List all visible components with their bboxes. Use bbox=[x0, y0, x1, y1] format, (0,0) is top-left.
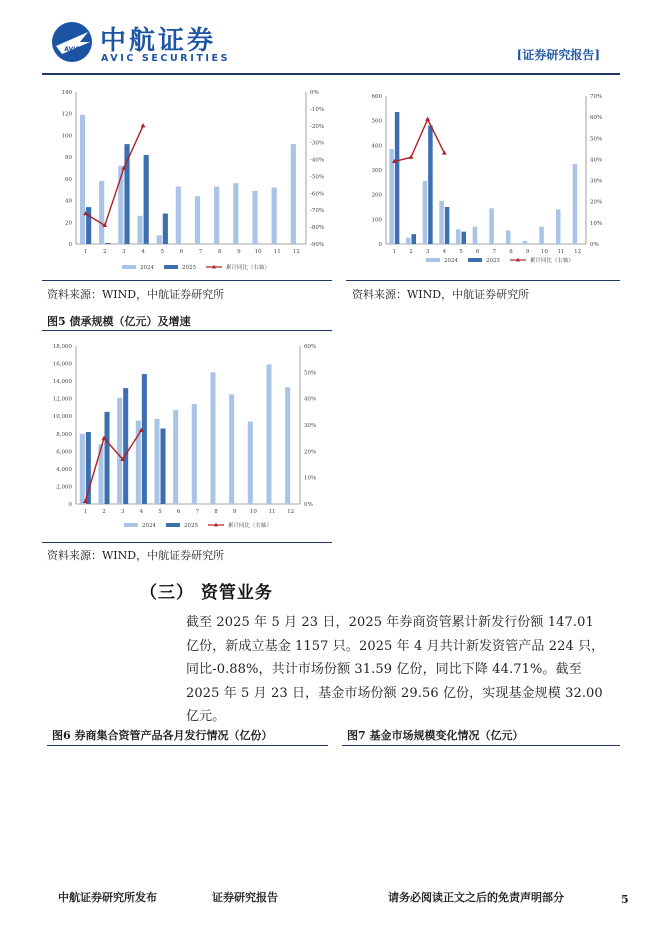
bar-2024 bbox=[157, 235, 162, 244]
left-tick-label: 16,000 bbox=[52, 361, 72, 368]
bar-2025 bbox=[428, 126, 433, 244]
x-tick-label: 3 bbox=[122, 249, 126, 255]
left-tick-label: 12,000 bbox=[52, 396, 72, 403]
right-tick-label: 20% bbox=[304, 449, 317, 456]
left-tick-label: 300 bbox=[371, 168, 382, 174]
x-tick-label: 4 bbox=[141, 249, 145, 255]
right-tick-label: -10% bbox=[310, 106, 325, 113]
x-tick-label: 8 bbox=[509, 249, 513, 255]
bar-2024 bbox=[439, 201, 444, 244]
legend-label-2025: 2025 bbox=[486, 258, 500, 264]
bar-2024 bbox=[406, 238, 411, 244]
x-tick-label: 2 bbox=[103, 249, 107, 255]
bar-2024 bbox=[266, 364, 271, 504]
bar-2024 bbox=[489, 208, 494, 244]
x-tick-label: 5 bbox=[459, 249, 463, 255]
bar-2025 bbox=[445, 207, 450, 244]
right-tick-label: -40% bbox=[310, 157, 325, 164]
left-tick-label: 14,000 bbox=[52, 379, 72, 386]
bar-2024 bbox=[154, 419, 159, 504]
footer-disclaimer: 请务必阅读正文之后的免责声明部分 bbox=[388, 891, 564, 904]
right-tick-label: -60% bbox=[310, 191, 325, 198]
legend-label-yoy: 累计同比（右轴） bbox=[228, 523, 273, 529]
bar-2024 bbox=[80, 434, 85, 504]
left-tick-label: 0 bbox=[68, 242, 72, 248]
footer-page-number: 5 bbox=[621, 893, 629, 906]
right-tick-label: 0% bbox=[304, 502, 313, 508]
legend-label-2024: 2024 bbox=[140, 265, 154, 271]
legend-swatch-2025 bbox=[468, 258, 482, 262]
right-tick-label: -90% bbox=[310, 242, 325, 248]
x-tick-label: 12 bbox=[287, 509, 295, 515]
figure-5-caption: 图5 债承规模（亿元）及增速 bbox=[47, 315, 191, 328]
bar-2024 bbox=[423, 181, 428, 244]
chart-b bbox=[346, 80, 620, 276]
figure-5-top-rule bbox=[42, 330, 332, 331]
x-tick-label: 5 bbox=[158, 509, 162, 515]
right-tick-label: 30% bbox=[304, 423, 317, 429]
x-tick-label: 3 bbox=[425, 249, 430, 255]
chart-c-source: 资料来源：WIND，中航证券研究所 bbox=[47, 549, 225, 562]
bar-2024 bbox=[173, 410, 178, 504]
right-tick-label: 10% bbox=[590, 220, 603, 227]
chart-c-bottom-rule bbox=[42, 542, 332, 543]
x-tick-label: 6 bbox=[176, 509, 181, 515]
right-tick-label: -20% bbox=[310, 123, 325, 130]
bar-2024 bbox=[176, 186, 181, 244]
bar-2025 bbox=[462, 232, 467, 244]
bar-2024 bbox=[192, 404, 197, 504]
company-logo bbox=[50, 20, 230, 66]
bar-2025 bbox=[123, 388, 128, 504]
right-tick-label: -70% bbox=[310, 208, 325, 215]
yoy-point bbox=[409, 155, 414, 159]
legend-label-yoy: 累计同比（右轴） bbox=[530, 258, 575, 264]
right-tick-label: 10% bbox=[304, 475, 317, 482]
chart-b-svg bbox=[346, 80, 620, 276]
figure-7-rule bbox=[342, 745, 620, 746]
left-tick-label: 100 bbox=[61, 133, 72, 140]
x-tick-label: 7 bbox=[198, 249, 203, 255]
x-tick-label: 11 bbox=[268, 509, 276, 515]
x-tick-label: 9 bbox=[237, 249, 241, 255]
left-tick-label: 600 bbox=[371, 94, 382, 100]
bar-2025 bbox=[412, 234, 417, 244]
x-tick-label: 4 bbox=[442, 249, 447, 255]
x-tick-label: 7 bbox=[195, 509, 200, 515]
left-tick-label: 4,000 bbox=[56, 466, 72, 473]
bar-2024 bbox=[195, 196, 200, 244]
x-tick-label: 12 bbox=[574, 249, 582, 255]
footer-doc-type: 证券研究报告 bbox=[212, 891, 278, 904]
chart-a bbox=[42, 80, 332, 276]
left-tick-label: 0 bbox=[378, 242, 382, 248]
x-tick-label: 8 bbox=[218, 249, 222, 255]
chart-b-source: 资料来源：WIND，中航证券研究所 bbox=[352, 288, 530, 301]
bar-2025 bbox=[105, 412, 110, 504]
bar-2025 bbox=[142, 374, 147, 504]
bar-2025 bbox=[86, 207, 91, 244]
x-tick-label: 9 bbox=[525, 249, 530, 255]
bar-2025 bbox=[105, 243, 110, 244]
x-tick-label: 5 bbox=[160, 249, 164, 255]
left-tick-label: 500 bbox=[371, 118, 382, 125]
right-tick-label: 0% bbox=[590, 242, 599, 248]
x-tick-label: 7 bbox=[492, 249, 497, 255]
figure-6-caption: 图6 券商集合资管产品各月发行情况（亿份） bbox=[52, 729, 273, 742]
x-tick-label: 9 bbox=[232, 509, 237, 515]
bar-2025 bbox=[395, 112, 400, 244]
header-rule bbox=[42, 73, 620, 75]
legend-label-yoy: 累计同比（右轴） bbox=[226, 265, 271, 271]
logo-badge: AVIC bbox=[64, 46, 80, 53]
x-tick-label: 8 bbox=[214, 509, 218, 515]
bar-2025 bbox=[161, 429, 166, 504]
left-tick-label: 200 bbox=[371, 192, 382, 199]
chart-b-bottom-rule bbox=[346, 280, 620, 281]
bar-2024 bbox=[272, 188, 277, 244]
right-tick-label: 40% bbox=[304, 396, 317, 403]
yoy-point bbox=[141, 123, 146, 127]
left-tick-label: 0 bbox=[68, 502, 72, 508]
bar-2024 bbox=[389, 149, 394, 244]
right-tick-label: 60% bbox=[590, 115, 603, 122]
right-tick-label: 50% bbox=[590, 136, 603, 143]
left-tick-label: 140 bbox=[61, 90, 72, 96]
left-tick-label: 400 bbox=[371, 143, 382, 150]
right-tick-label: 50% bbox=[304, 370, 317, 377]
x-tick-label: 10 bbox=[254, 249, 262, 255]
bar-2024 bbox=[473, 227, 478, 244]
yoy-point bbox=[425, 117, 430, 121]
right-tick-label: 60% bbox=[304, 344, 317, 350]
right-tick-label: -50% bbox=[310, 174, 325, 181]
legend-label-2025: 2025 bbox=[184, 523, 198, 529]
x-tick-label: 11 bbox=[557, 249, 565, 255]
bar-2024 bbox=[214, 186, 219, 244]
right-tick-label: 20% bbox=[590, 199, 603, 206]
figure-6-rule bbox=[47, 745, 328, 746]
legend-label-2025: 2025 bbox=[182, 265, 196, 271]
x-tick-label: 4 bbox=[139, 509, 144, 515]
legend-swatch-2024 bbox=[124, 523, 138, 527]
legend-swatch-2025 bbox=[164, 265, 178, 269]
left-tick-label: 10,000 bbox=[52, 414, 72, 421]
yoy-line bbox=[394, 119, 444, 161]
logo-english-name: AVIC SECURITIES bbox=[101, 53, 231, 64]
x-tick-label: 1 bbox=[83, 509, 88, 515]
yoy-line bbox=[86, 126, 144, 226]
chart-a-bottom-rule bbox=[42, 280, 332, 281]
chart-c-svg bbox=[42, 336, 332, 536]
x-tick-label: 1 bbox=[83, 249, 88, 255]
legend-swatch-2024 bbox=[426, 258, 440, 262]
bar-2024 bbox=[291, 144, 296, 244]
bar-2024 bbox=[117, 398, 122, 504]
bar-2024 bbox=[248, 421, 253, 504]
legend-swatch-2025 bbox=[166, 523, 180, 527]
bar-2024 bbox=[210, 372, 215, 504]
x-tick-label: 2 bbox=[409, 249, 413, 255]
section-heading: （三） 资管业务 bbox=[140, 583, 273, 603]
bar-2024 bbox=[506, 230, 511, 244]
x-tick-label: 11 bbox=[273, 249, 281, 255]
bar-2024 bbox=[233, 183, 238, 244]
legend-label-2024: 2024 bbox=[444, 258, 458, 264]
left-tick-label: 80 bbox=[65, 155, 72, 162]
right-tick-label: 30% bbox=[590, 178, 603, 185]
x-tick-label: 3 bbox=[120, 509, 125, 515]
bar-2024 bbox=[573, 164, 578, 244]
bar-2024 bbox=[556, 209, 561, 244]
left-tick-label: 60 bbox=[65, 176, 72, 183]
right-tick-label: 40% bbox=[590, 157, 603, 164]
chart-a-svg bbox=[42, 80, 332, 276]
bar-2024 bbox=[137, 216, 142, 244]
left-tick-label: 8,000 bbox=[56, 431, 72, 438]
x-tick-label: 10 bbox=[249, 509, 257, 515]
x-tick-label: 2 bbox=[102, 509, 106, 515]
figure-7-caption: 图7 基金市场规模变化情况（亿元） bbox=[347, 729, 524, 742]
bar-2024 bbox=[523, 241, 528, 244]
bar-2024 bbox=[99, 181, 104, 244]
yoy-line bbox=[85, 430, 141, 501]
bar-2024 bbox=[539, 227, 544, 244]
avic-logo-icon bbox=[50, 20, 94, 64]
section-paragraph: 截至 2025 年 5 月 23 日，2025 年券商资管累计新发行份额 147.01 亿份，新成立基金 1157 只。2025 年 4 月共计新发资管产品 224 只，同比-0.88%，共计市场份额 31.59 亿份，同比下降 44.71%。截至 2025 年 5 月 23 日，基金市场份额 29.56 亿份，实现基金规模 32.00 亿元。 bbox=[186, 615, 605, 724]
left-tick-label: 120 bbox=[61, 111, 72, 118]
x-tick-label: 6 bbox=[179, 249, 184, 255]
footer-publisher: 中航证券研究所发布 bbox=[58, 891, 157, 904]
bar-2024 bbox=[80, 115, 85, 244]
bar-2024 bbox=[285, 387, 290, 504]
bar-2025 bbox=[124, 144, 129, 244]
x-tick-label: 12 bbox=[292, 249, 300, 255]
x-tick-label: 10 bbox=[540, 249, 548, 255]
x-tick-label: 1 bbox=[392, 249, 397, 255]
right-tick-label: -80% bbox=[310, 225, 325, 232]
bar-2024 bbox=[229, 394, 234, 504]
chart-a-source: 资料来源：WIND，中航证券研究所 bbox=[47, 288, 225, 301]
x-tick-label: 6 bbox=[475, 249, 480, 255]
right-tick-label: 70% bbox=[590, 94, 603, 100]
report-tag: [证券研究报告] bbox=[516, 48, 600, 62]
left-tick-label: 100 bbox=[371, 217, 382, 224]
left-tick-label: 20 bbox=[65, 220, 72, 227]
bar-2024 bbox=[252, 191, 257, 244]
legend-label-2024: 2024 bbox=[142, 523, 156, 529]
logo-chinese-name: 中航证券 bbox=[100, 26, 217, 56]
right-tick-label: 0% bbox=[310, 90, 319, 96]
bar-2025 bbox=[144, 155, 149, 244]
legend-swatch-2024 bbox=[122, 265, 136, 269]
left-tick-label: 6,000 bbox=[56, 449, 72, 456]
bar-2025 bbox=[163, 214, 168, 244]
left-tick-label: 2,000 bbox=[56, 484, 72, 491]
bar-2024 bbox=[456, 229, 461, 244]
left-tick-label: 18,000 bbox=[52, 344, 72, 350]
chart-c bbox=[42, 336, 332, 536]
right-tick-label: -30% bbox=[310, 140, 325, 147]
left-tick-label: 40 bbox=[65, 198, 72, 205]
